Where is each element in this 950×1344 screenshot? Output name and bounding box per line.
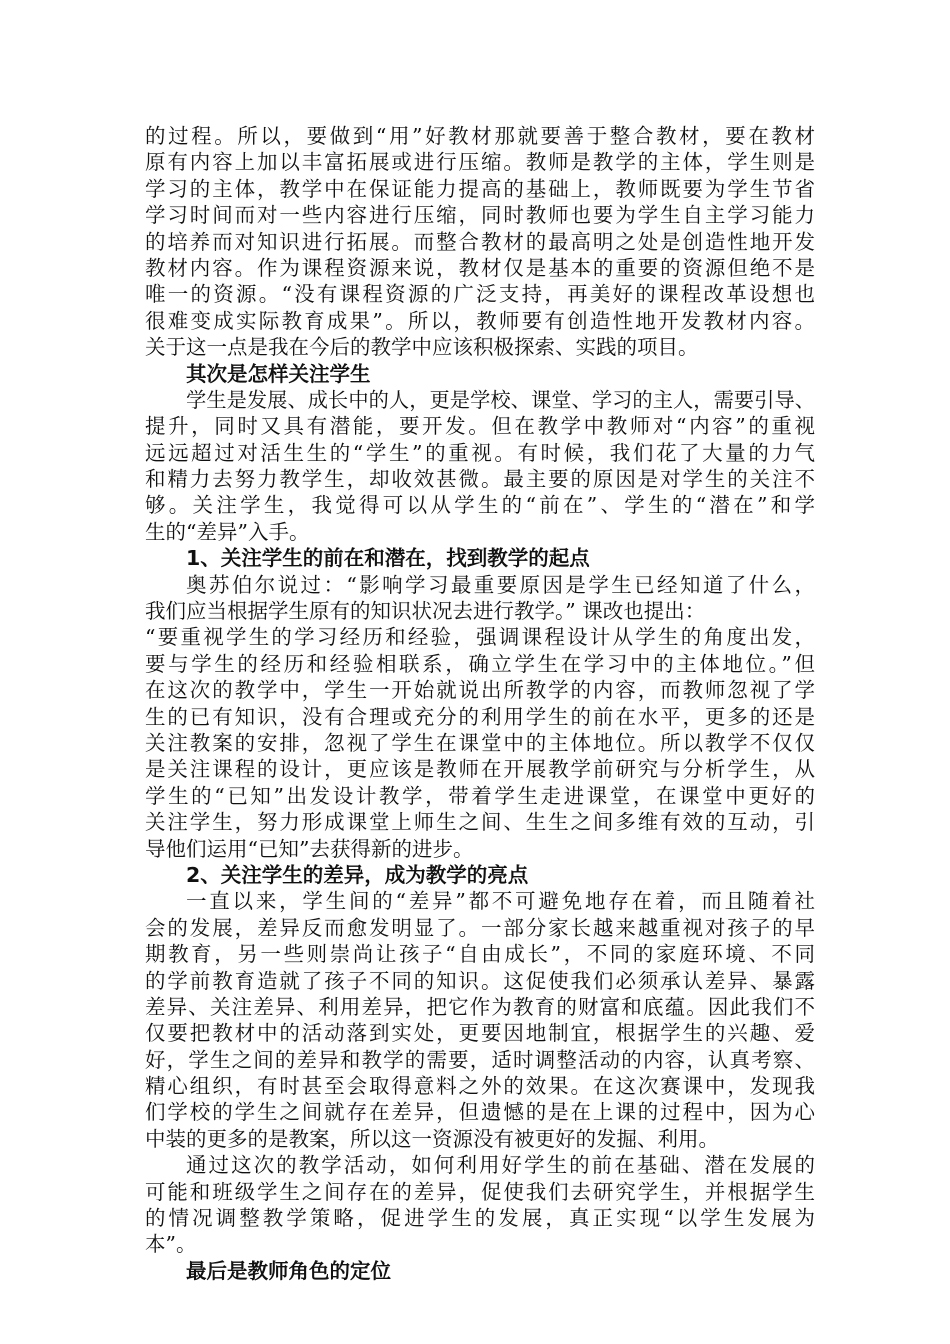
text-line: “要重视学生的学习经历和经验，强调课程设计从学生的角度出发， xyxy=(145,625,815,650)
text-line: 仅要把教材中的活动落到实处，更要因地制宜，根据学生的兴趣、爱 xyxy=(145,1021,815,1046)
section-heading: 1、关注学生的前在和潜在，找到教学的起点 xyxy=(186,546,590,571)
text-line: 唯一的资源。“没有课程资源的广泛支持，再美好的课程改革设想也 xyxy=(145,282,815,307)
text-line: 通过这次的教学活动，如何利用好学生的前在基础、潜在发展的 xyxy=(186,1153,815,1178)
text-line: 要与学生的经历和经验相联系，确立学生在学习中的主体地位。”但 xyxy=(145,651,815,676)
section-heading: 最后是教师角色的定位 xyxy=(186,1258,391,1283)
text-line: 一直以来，学生间的“差异”都不可避免地存在着，而且随着社 xyxy=(186,889,815,914)
text-line: 好，学生之间的差异和教学的需要，适时调整活动的内容，认真考察、 xyxy=(145,1047,815,1072)
text-line: 学习的主体，教学中在保证能力提高的基础上，教师既要为学生节省 xyxy=(145,176,815,201)
text-line: 的培养而对知识进行拓展。而整合教材的最高明之处是创造性地开发 xyxy=(145,229,815,254)
text-line: 在这次的教学中，学生一开始就说出所教学的内容，而教师忽视了学 xyxy=(145,678,815,703)
text-line: 中装的更多的是教案，所以这一资源没有被更好的发掘、利用。 xyxy=(145,1126,719,1151)
text-line: 关注教案的安排，忽视了学生在课堂中的主体地位。所以教学不仅仅 xyxy=(145,730,815,755)
text-line: 和精力去努力教学生，却收效甚微。最主要的原因是对学生的关注不 xyxy=(145,467,815,492)
text-line: 很难变成实际教育成果”。所以，教师要有创造性地开发教材内容。 xyxy=(145,308,815,333)
text-line: 关于这一点是我在今后的教学中应该积极探索、实践的项目。 xyxy=(145,335,699,360)
text-line: 本”。 xyxy=(145,1232,197,1257)
text-line: 够。关注学生，我觉得可以从学生的“前在”、学生的“潜在”和学 xyxy=(145,493,815,518)
text-line: 学习时间而对一些内容进行压缩，同时教师也要为学生自主学习能力 xyxy=(145,203,815,228)
text-line: 教材内容。作为课程资源来说，教材仅是基本的重要的资源但绝不是 xyxy=(145,255,815,280)
text-line: 们学校的学生之间就存在差异，但遗憾的是在上课的过程中，因为心 xyxy=(145,1100,815,1125)
text-line: 期教育，另一些则崇尚让孩子“自由成长”，不同的家庭环境、不同 xyxy=(145,942,815,967)
text-line: 生的“差异”入手。 xyxy=(145,519,310,544)
section-heading: 2、关注学生的差异，成为教学的亮点 xyxy=(186,862,529,887)
text-line: 的情况调整教学策略，促进学生的发展，真正实现“以学生发展为 xyxy=(145,1206,815,1231)
text-line: 学生是发展、成长中的人，更是学校、课堂、学习的主人，需要引导、 xyxy=(186,387,815,412)
section-heading: 其次是怎样关注学生 xyxy=(186,361,371,386)
text-line: 奥苏伯尔说过：“影响学习最重要原因是学生已经知道了什么， xyxy=(186,572,815,597)
text-line: 会的发展，差异反而愈发明显了。一部分家长越来越重视对孩子的早 xyxy=(145,915,815,940)
text-line: 生的已有知识，没有合理或充分的利用学生的前在水平，更多的还是 xyxy=(145,704,815,729)
text-line: 远远超过对活生生的“学生”的重视。有时候，我们花了大量的力气 xyxy=(145,440,815,465)
text-line: 的过程。所以，要做到“用”好教材那就要善于整合教材，要在教材 xyxy=(145,124,815,148)
text-line: 关注学生，努力形成课堂上师生之间、生生之间多维有效的互动，引 xyxy=(145,810,815,835)
text-line: 提升，同时又具有潜能，要开发。但在教学中教师对“内容”的重视 xyxy=(145,414,815,439)
text-line: 我们应当根据学生原有的知识状况去进行教学。” 课改也提出： xyxy=(145,599,706,624)
text-line: 学生的“已知”出发设计教学，带着学生走进课堂，在课堂中更好的 xyxy=(145,783,815,808)
text-line: 原有内容上加以丰富拓展或进行压缩。教师是教学的主体，学生则是 xyxy=(145,150,815,175)
text-line: 精心组织，有时甚至会取得意料之外的效果。在这次赛课中，发现我 xyxy=(145,1074,815,1099)
text-line: 导他们运用“已知”去获得新的进步。 xyxy=(145,836,474,861)
text-line: 是关注课程的设计，更应该是教师在开展教学前研究与分析学生，从 xyxy=(145,757,815,782)
text-line: 可能和班级学生之间存在的差异，促使我们去研究学生，并根据学生 xyxy=(145,1179,815,1204)
document-page xyxy=(145,123,815,1284)
text-line: 的学前教育造就了孩子不同的知识。这促使我们必须承认差异、暴露 xyxy=(145,968,815,993)
text-line: 差异、关注差异、利用差异，把它作为教育的财富和底蕴。因此我们不 xyxy=(145,994,815,1019)
